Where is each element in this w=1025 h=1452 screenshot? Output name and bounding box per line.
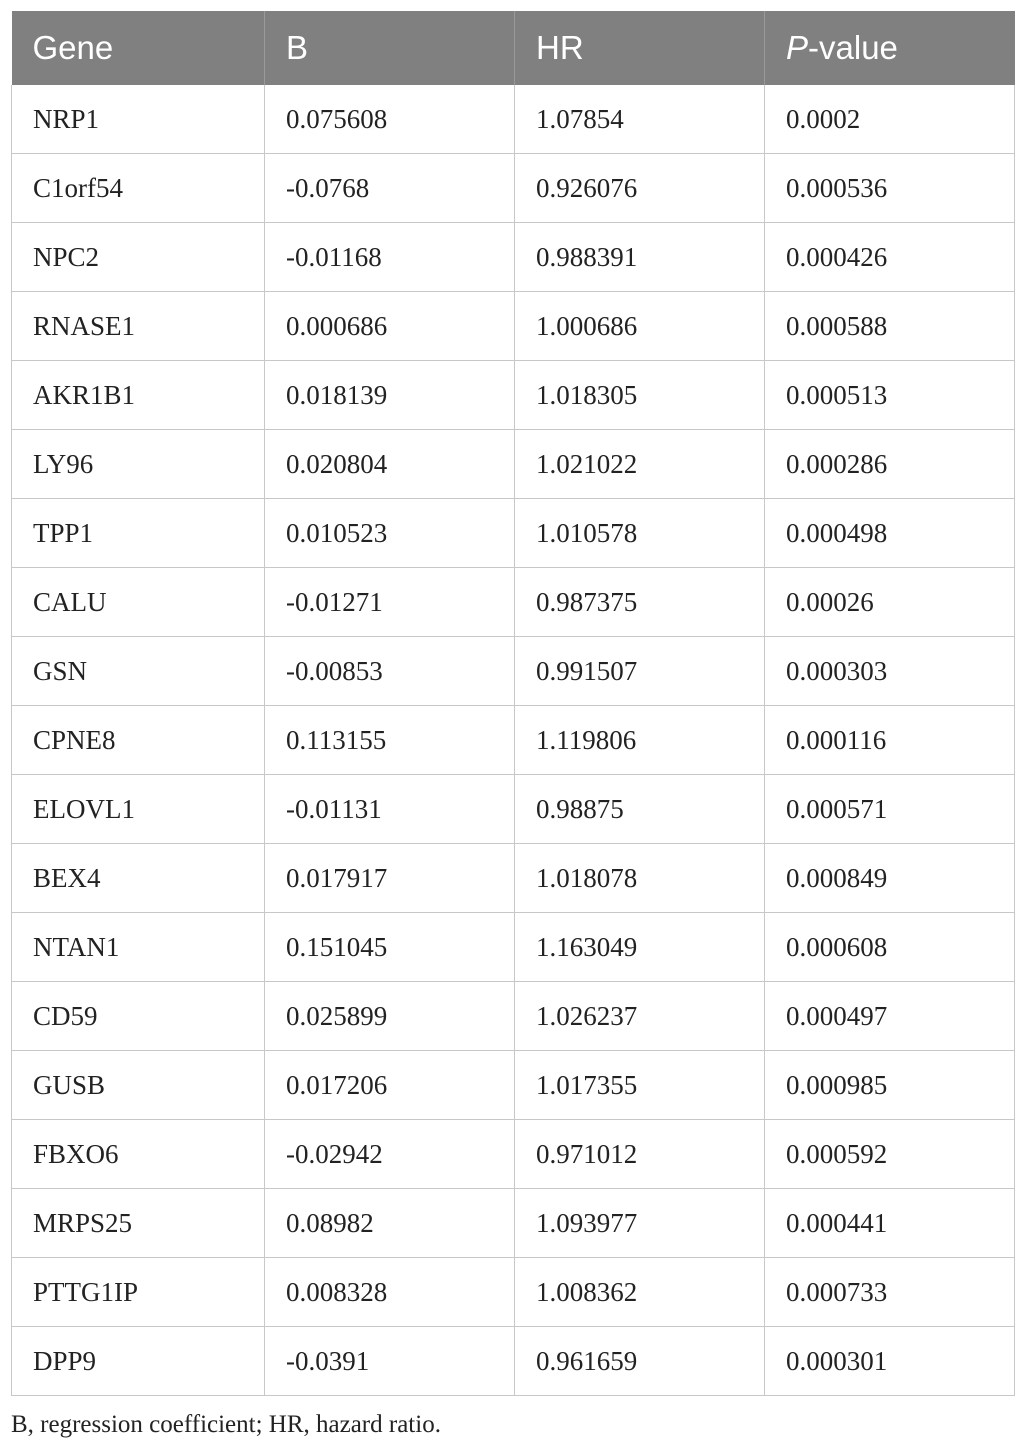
- p-value-cell: 0.000571: [765, 775, 1015, 844]
- gene-cell: C1orf54: [12, 154, 265, 223]
- table-row: [12, 361, 1015, 430]
- gene-cell: RNASE1: [12, 292, 265, 361]
- table-header: [12, 11, 1015, 85]
- table-row: [12, 706, 1015, 775]
- p-value-cell: 0.000536: [765, 154, 1015, 223]
- p-value-cell: 0.000513: [765, 361, 1015, 430]
- header-p-italic: P: [786, 29, 809, 66]
- p-value-cell: 0.000592: [765, 1120, 1015, 1189]
- gene-cell: AKR1B1: [12, 361, 265, 430]
- p-value-cell: 0.000985: [765, 1051, 1015, 1120]
- p-value-cell: 0.000608: [765, 913, 1015, 982]
- p-value-cell: 0.000426: [765, 223, 1015, 292]
- b-cell: -0.01168: [265, 223, 515, 292]
- gene-cell: CD59: [12, 982, 265, 1051]
- gene-cell: GSN: [12, 637, 265, 706]
- table-row: [12, 1258, 1015, 1327]
- hr-cell: 1.119806: [515, 706, 765, 775]
- gene-cell: GUSB: [12, 1051, 265, 1120]
- header-p-suffix: -value: [808, 29, 898, 66]
- gene-table-container: [11, 11, 1014, 1396]
- b-cell: 0.017917: [265, 844, 515, 913]
- gene-cell: TPP1: [12, 499, 265, 568]
- hr-cell: 1.018078: [515, 844, 765, 913]
- p-value-cell: 0.000116: [765, 706, 1015, 775]
- b-cell: 0.000686: [265, 292, 515, 361]
- table-row: [12, 637, 1015, 706]
- table-row: [12, 85, 1015, 154]
- b-cell: 0.018139: [265, 361, 515, 430]
- hr-cell: 1.017355: [515, 1051, 765, 1120]
- b-cell: 0.113155: [265, 706, 515, 775]
- p-value-cell: 0.0002: [765, 85, 1015, 154]
- b-cell: 0.010523: [265, 499, 515, 568]
- b-cell: 0.075608: [265, 85, 515, 154]
- gene-cell: CALU: [12, 568, 265, 637]
- hr-cell: 1.000686: [515, 292, 765, 361]
- gene-cell: FBXO6: [12, 1120, 265, 1189]
- p-value-cell: 0.000733: [765, 1258, 1015, 1327]
- hr-cell: 0.991507: [515, 637, 765, 706]
- gene-table: [11, 11, 1015, 1396]
- table-row: [12, 154, 1015, 223]
- b-cell: 0.017206: [265, 1051, 515, 1120]
- gene-cell: PTTG1IP: [12, 1258, 265, 1327]
- header-gene: Gene: [12, 11, 265, 85]
- p-value-cell: 0.000441: [765, 1189, 1015, 1258]
- table-footnote: B, regression coefficient; HR, hazard ratio.: [11, 1411, 441, 1438]
- table-row: [12, 982, 1015, 1051]
- hr-cell: 1.093977: [515, 1189, 765, 1258]
- table-row: [12, 1051, 1015, 1120]
- hr-cell: 0.98875: [515, 775, 765, 844]
- table-row: [12, 568, 1015, 637]
- gene-cell: CPNE8: [12, 706, 265, 775]
- header-p-value: [765, 11, 1015, 85]
- table-body: [12, 85, 1015, 1396]
- p-value-cell: 0.00026: [765, 568, 1015, 637]
- p-value-cell: 0.000849: [765, 844, 1015, 913]
- gene-cell: BEX4: [12, 844, 265, 913]
- hr-cell: 0.988391: [515, 223, 765, 292]
- header-hr: HR: [515, 11, 765, 85]
- table-row: [12, 499, 1015, 568]
- hr-cell: 1.163049: [515, 913, 765, 982]
- b-cell: 0.151045: [265, 913, 515, 982]
- table-row: [12, 775, 1015, 844]
- hr-cell: 1.008362: [515, 1258, 765, 1327]
- hr-cell: 1.021022: [515, 430, 765, 499]
- header-row: [12, 11, 1015, 85]
- p-value-cell: 0.000286: [765, 430, 1015, 499]
- b-cell: -0.01131: [265, 775, 515, 844]
- gene-cell: LY96: [12, 430, 265, 499]
- table-row: [12, 292, 1015, 361]
- b-cell: -0.01271: [265, 568, 515, 637]
- table-row: [12, 1120, 1015, 1189]
- b-cell: 0.020804: [265, 430, 515, 499]
- b-cell: 0.08982: [265, 1189, 515, 1258]
- hr-cell: 0.961659: [515, 1327, 765, 1396]
- table-row: [12, 913, 1015, 982]
- gene-cell: ELOVL1: [12, 775, 265, 844]
- b-cell: -0.0391: [265, 1327, 515, 1396]
- table-row: [12, 844, 1015, 913]
- b-cell: 0.025899: [265, 982, 515, 1051]
- hr-cell: 1.026237: [515, 982, 765, 1051]
- header-b: B: [265, 11, 515, 85]
- hr-cell: 0.987375: [515, 568, 765, 637]
- gene-cell: NRP1: [12, 85, 265, 154]
- p-value-cell: 0.000497: [765, 982, 1015, 1051]
- hr-cell: 0.971012: [515, 1120, 765, 1189]
- hr-cell: 1.010578: [515, 499, 765, 568]
- gene-cell: MRPS25: [12, 1189, 265, 1258]
- gene-cell: NTAN1: [12, 913, 265, 982]
- b-cell: -0.00853: [265, 637, 515, 706]
- b-cell: 0.008328: [265, 1258, 515, 1327]
- p-value-cell: 0.000498: [765, 499, 1015, 568]
- hr-cell: 1.07854: [515, 85, 765, 154]
- hr-cell: 1.018305: [515, 361, 765, 430]
- b-cell: -0.02942: [265, 1120, 515, 1189]
- p-value-cell: 0.000303: [765, 637, 1015, 706]
- p-value-cell: 0.000301: [765, 1327, 1015, 1396]
- p-value-cell: 0.000588: [765, 292, 1015, 361]
- table-row: [12, 223, 1015, 292]
- b-cell: -0.0768: [265, 154, 515, 223]
- hr-cell: 0.926076: [515, 154, 765, 223]
- table-row: [12, 430, 1015, 499]
- gene-cell: NPC2: [12, 223, 265, 292]
- gene-cell: DPP9: [12, 1327, 265, 1396]
- table-row: [12, 1327, 1015, 1396]
- table-row: [12, 1189, 1015, 1258]
